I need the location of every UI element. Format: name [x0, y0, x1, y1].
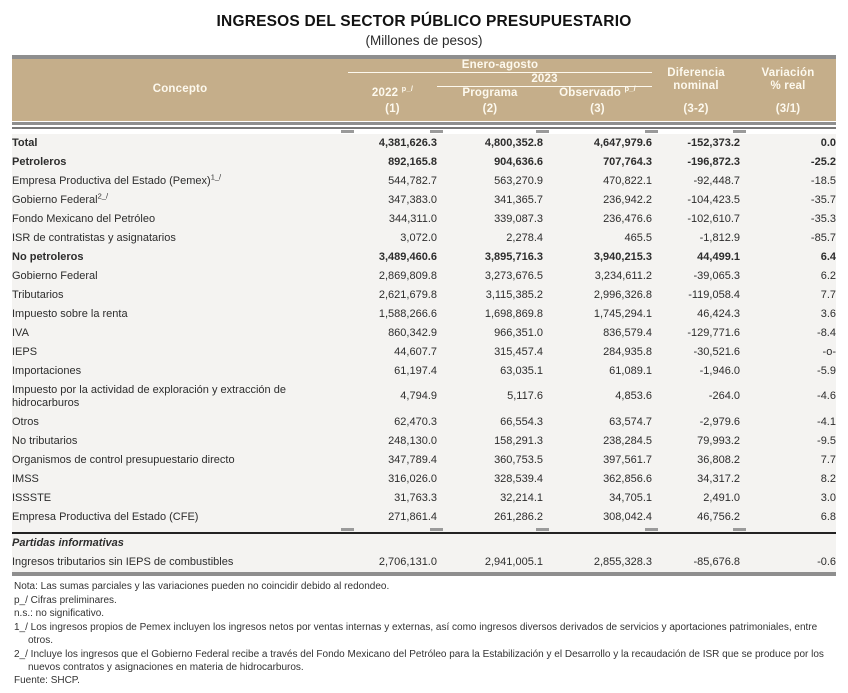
page-title: INGRESOS DEL SECTOR PÚBLICO PRESUPUESTARIO — [216, 13, 632, 30]
row-label-text: Organismos de control presupuestario directo — [12, 453, 235, 466]
cell-value: -9.5 — [817, 434, 836, 447]
row-label — [12, 229, 348, 248]
table-row — [12, 324, 836, 343]
column-tick — [536, 130, 549, 133]
header-variacion-real — [740, 59, 836, 101]
header-variacion-line1: Variación — [761, 66, 815, 79]
partidas-header-row — [12, 534, 836, 553]
cell-value: 248,130.0 — [388, 434, 437, 447]
row-label-text: IVA — [12, 326, 29, 339]
row-label-text: Total — [12, 136, 38, 149]
cell-value: -35.3 — [810, 212, 836, 225]
header-col-1: (1) — [385, 102, 400, 115]
cell-value: 347,789.4 — [388, 453, 437, 466]
cell-value: 339,087.3 — [494, 212, 543, 225]
header-programa: Programa — [462, 87, 518, 100]
cell-value: 5,117.6 — [507, 390, 543, 403]
row-label-text: Fondo Mexicano del Petróleo — [12, 212, 156, 225]
table-row — [12, 267, 836, 286]
cell-value: -5.9 — [817, 364, 836, 377]
cell-value: 34,317.2 — [697, 472, 740, 485]
row-label-text: IMSS — [12, 472, 39, 485]
row-label-text: No tributarios — [12, 434, 78, 447]
table-row — [12, 508, 836, 527]
cell-value: -92,448.7 — [693, 174, 740, 187]
cell-value: 341,365.7 — [494, 193, 543, 206]
cell-value: -119,058.4 — [688, 288, 740, 301]
row-label — [12, 134, 348, 153]
row-label-text: Otros — [12, 415, 39, 428]
table-row — [12, 432, 836, 451]
footnote: Nota: Las sumas parciales y las variaciones pueden no coincidir debido al redondeo. — [14, 580, 390, 592]
header-2022-sup: p_/ — [401, 84, 414, 94]
cell-value: 4,794.9 — [400, 390, 437, 403]
cell-value: 158,291.3 — [494, 434, 543, 447]
cell-value: 836,579.4 — [603, 326, 652, 339]
cell-value: -102,610.7 — [687, 212, 740, 225]
cell-value: 1,745,294.1 — [593, 307, 652, 320]
cell-value: 2,621,679.8 — [378, 288, 437, 301]
cell-value: 3.6 — [820, 307, 836, 320]
cell-value: 0.0 — [820, 136, 836, 149]
cell-value: 3,895,716.3 — [484, 250, 543, 263]
column-tick-strip-bottom — [12, 527, 836, 532]
row-label — [12, 267, 348, 286]
column-tick — [733, 130, 746, 133]
cell-value: 236,942.2 — [603, 193, 652, 206]
footnote-marker: 2_/ — [97, 191, 109, 201]
cell-value: 32,214.1 — [500, 491, 543, 504]
cell-value: 315,457.4 — [494, 345, 543, 358]
cell-value: 1,588,266.6 — [378, 307, 437, 320]
row-label: Ingresos tributarios sin IEPS de combustibles — [12, 555, 234, 568]
cell-value: 3,072.0 — [400, 231, 437, 244]
row-label — [12, 210, 348, 229]
cell-value: 7.7 — [820, 288, 836, 301]
row-label-text: ISR de contratistas y asignatarios — [12, 231, 176, 244]
header-col-3: (3) — [590, 102, 605, 115]
cell-value: 46,756.2 — [697, 510, 740, 523]
row-label — [12, 153, 348, 172]
cell-value: 271,861.4 — [388, 510, 437, 523]
source-line: Fuente: SHCP. — [14, 675, 80, 687]
footnote: 2_/ Incluye los ingresos que el Gobierno Federal recibe a través del Fondo Mexicano del Petróleo para la Estabilización y el Desarrollo y la recaudación de ISR que se produce por los nuevos contratos y asignaciones en materia de hidrocarburos. — [14, 648, 824, 673]
table-row — [12, 229, 836, 248]
footnotes — [14, 581, 834, 688]
row-label-text: Impuesto sobre la renta — [12, 307, 128, 320]
cell-value: -129,771.6 — [687, 326, 740, 339]
cell-value: 1,698,869.8 — [484, 307, 543, 320]
row-label-text: ISSSTE — [12, 491, 52, 504]
row-label — [12, 470, 348, 489]
cell-value: -85.7 — [810, 231, 836, 244]
cell-value: 44,607.7 — [394, 345, 437, 358]
cell-value: 2,706,131.0 — [378, 555, 437, 568]
cell-value: 7.7 — [820, 453, 836, 466]
cell-value: 544,782.7 — [388, 174, 437, 187]
cell-value: 261,286.2 — [494, 510, 543, 523]
table-row — [12, 362, 836, 381]
cell-value: 2,996,326.8 — [593, 288, 652, 301]
cell-value: 966,351.0 — [494, 326, 543, 339]
cell-value: 36,808.2 — [697, 453, 740, 466]
row-label-text: Gobierno Federal — [12, 269, 98, 282]
cell-value: 4,800,352.8 — [484, 136, 543, 149]
cell-value: 4,853.6 — [615, 390, 652, 403]
row-label-text: Petroleros — [12, 155, 67, 168]
cell-value: -39,065.3 — [693, 269, 740, 282]
cell-value: -4.6 — [817, 390, 836, 403]
row-label — [12, 381, 348, 413]
header-2022-label: 2022 — [371, 87, 399, 100]
footnote: 1_/ Los ingresos propios de Pemex incluyen los ingresos netos por ventas internas y externas, así como ingresos diversos derivados de servicios y aportaciones patrimoniales, entre otros. — [14, 622, 818, 647]
row-label — [12, 324, 348, 343]
row-label — [12, 451, 348, 470]
revenue-table — [12, 55, 836, 576]
page-subtitle: (Millones de pesos) — [365, 33, 483, 48]
table-row — [12, 172, 836, 191]
column-tick — [430, 528, 443, 531]
cell-value: 2,941,005.1 — [484, 555, 543, 568]
row-label-text: Gobierno Federal — [12, 193, 98, 206]
header-col-3-1: (3/1) — [775, 102, 801, 115]
cell-value: 6.8 — [820, 510, 836, 523]
cell-value: -4.1 — [817, 415, 836, 428]
footnote-marker: 1_/ — [210, 172, 222, 182]
cell-value: 2,491.0 — [703, 491, 740, 504]
cell-value: 63,035.1 — [500, 364, 543, 377]
cell-value: 362,856.6 — [603, 472, 652, 485]
cell-value: 8.2 — [820, 472, 836, 485]
column-tick — [645, 528, 658, 531]
column-tick — [733, 528, 746, 531]
cell-value: 4,381,626.3 — [378, 136, 437, 149]
cell-value: 2,278.4 — [506, 231, 543, 244]
cell-value: 308,042.4 — [603, 510, 652, 523]
table-row — [12, 134, 836, 153]
table-row — [12, 191, 836, 210]
cell-value: 3,940,215.3 — [593, 250, 652, 263]
cell-value: 6.2 — [820, 269, 836, 282]
cell-value: 236,476.6 — [603, 212, 652, 225]
header-concepto: Concepto — [152, 83, 208, 96]
header-enero-agosto: Enero-agosto — [348, 59, 652, 73]
column-tick-strip-top — [12, 129, 836, 134]
header-diferencia-line2: nominal — [673, 79, 719, 92]
cell-value: 61,089.1 — [609, 364, 652, 377]
cell-value: 707,764.3 — [603, 155, 652, 168]
partidas-section — [12, 534, 836, 572]
cell-value: -264.0 — [708, 390, 740, 403]
cell-value: -104,423.5 — [687, 193, 740, 206]
header-diferencia-nominal — [652, 59, 740, 101]
header-observado — [543, 84, 652, 101]
footnote: n.s.: no significativo. — [14, 608, 105, 620]
cell-value: 397,561.7 — [603, 453, 652, 466]
table-row — [12, 381, 836, 413]
column-tick — [341, 130, 354, 133]
cell-value: -152,373.2 — [687, 136, 740, 149]
table-row — [12, 153, 836, 172]
footnote: p_/ Cifras preliminares. — [14, 594, 117, 606]
table-row — [12, 305, 836, 324]
cell-value: 34,705.1 — [609, 491, 652, 504]
column-tick — [536, 528, 549, 531]
table-row — [12, 489, 836, 508]
row-label-text: Importaciones — [12, 364, 82, 377]
row-label — [12, 191, 348, 210]
cell-value: 3.0 — [820, 491, 836, 504]
cell-value: 3,273,676.5 — [484, 269, 543, 282]
cell-value: 470,822.1 — [603, 174, 652, 187]
cell-value: 3,115,385.2 — [485, 288, 543, 301]
row-label — [12, 362, 348, 381]
cell-value: -1,946.0 — [699, 364, 740, 377]
cell-value: -0.6 — [817, 555, 837, 568]
cell-value: 3,234,611.2 — [594, 269, 652, 282]
row-label — [12, 413, 348, 432]
cell-value: -2,979.6 — [699, 415, 740, 428]
table-row — [12, 470, 836, 489]
header-diferencia-line1: Diferencia — [667, 66, 725, 79]
cell-value: -30,521.6 — [693, 345, 740, 358]
header-observado-sup: p_/ — [624, 84, 636, 94]
cell-value: 44,499.1 — [697, 250, 740, 263]
row-label — [12, 432, 348, 451]
row-label — [12, 305, 348, 324]
table-row — [12, 413, 836, 432]
cell-value: 284,935.8 — [603, 345, 652, 358]
cell-value: 6.4 — [820, 250, 836, 263]
partidas-data-row — [12, 553, 836, 572]
cell-value: 66,554.3 — [500, 415, 543, 428]
column-tick — [341, 528, 354, 531]
cell-value: 61,197.4 — [394, 364, 437, 377]
row-label — [12, 172, 348, 191]
row-label-text: Tributarios — [12, 288, 64, 301]
header-2023: 2023 — [437, 73, 652, 87]
table-header — [12, 59, 836, 121]
header-2022 — [348, 73, 437, 101]
column-tick — [430, 130, 443, 133]
cell-value: -196,872.3 — [687, 155, 740, 168]
cell-value: 2,869,809.8 — [378, 269, 437, 282]
row-label — [12, 343, 348, 362]
row-label — [12, 489, 348, 508]
partidas-header-label: Partidas informativas — [12, 536, 124, 549]
header-observado-label: Observado — [559, 87, 622, 100]
cell-value: -25.2 — [810, 155, 836, 168]
cell-value: 63,574.7 — [609, 415, 652, 428]
cell-value: 328,539.4 — [494, 472, 543, 485]
row-label — [12, 248, 348, 267]
cell-value: -85,676.8 — [693, 555, 740, 568]
cell-value: -1,812.9 — [699, 231, 740, 244]
table-bottom-border — [12, 572, 836, 576]
cell-value: 46,424.3 — [697, 307, 740, 320]
table-row — [12, 286, 836, 305]
cell-value: 360,753.5 — [494, 453, 543, 466]
cell-value: 344,311.0 — [388, 212, 437, 225]
row-label-text: No petroleros — [12, 250, 84, 263]
row-label — [12, 286, 348, 305]
cell-value: 563,270.9 — [494, 174, 543, 187]
cell-value: 892,165.8 — [388, 155, 437, 168]
row-label-text: Empresa Productiva del Estado (CFE) — [12, 510, 199, 523]
cell-value: -o- — [822, 345, 836, 358]
cell-value: -18.5 — [810, 174, 836, 187]
header-col-2: (2) — [482, 102, 498, 115]
cell-value: 31,763.3 — [394, 491, 437, 504]
table-row — [12, 248, 836, 267]
table-row — [12, 210, 836, 229]
header-variacion-line2: % real — [770, 79, 806, 92]
row-label-text: Impuesto por la actividad de exploración y extracción de hidrocarburos — [12, 383, 286, 409]
header-col-3-2: (3-2) — [683, 102, 709, 115]
table-body — [12, 134, 836, 527]
row-label-text: Empresa Productiva del Estado (Pemex) — [12, 174, 211, 187]
cell-value: 316,026.0 — [388, 472, 437, 485]
row-label-text: IEPS — [12, 345, 38, 358]
cell-value: 238,284.5 — [603, 434, 652, 447]
cell-value: 860,342.9 — [388, 326, 437, 339]
cell-value: 4,647,979.6 — [593, 136, 652, 149]
cell-value: 79,993.2 — [697, 434, 740, 447]
row-label — [12, 508, 348, 527]
cell-value: 347,383.0 — [388, 193, 437, 206]
cell-value: 2,855,328.3 — [593, 555, 652, 568]
column-tick — [645, 130, 658, 133]
cell-value: -8.4 — [817, 326, 836, 339]
cell-value: 904,636.6 — [494, 155, 543, 168]
cell-value: -35.7 — [810, 193, 836, 206]
cell-value: 3,489,460.6 — [378, 250, 437, 263]
cell-value: 62,470.3 — [394, 415, 437, 428]
cell-value: 465.5 — [624, 231, 652, 244]
table-row — [12, 343, 836, 362]
table-row — [12, 451, 836, 470]
